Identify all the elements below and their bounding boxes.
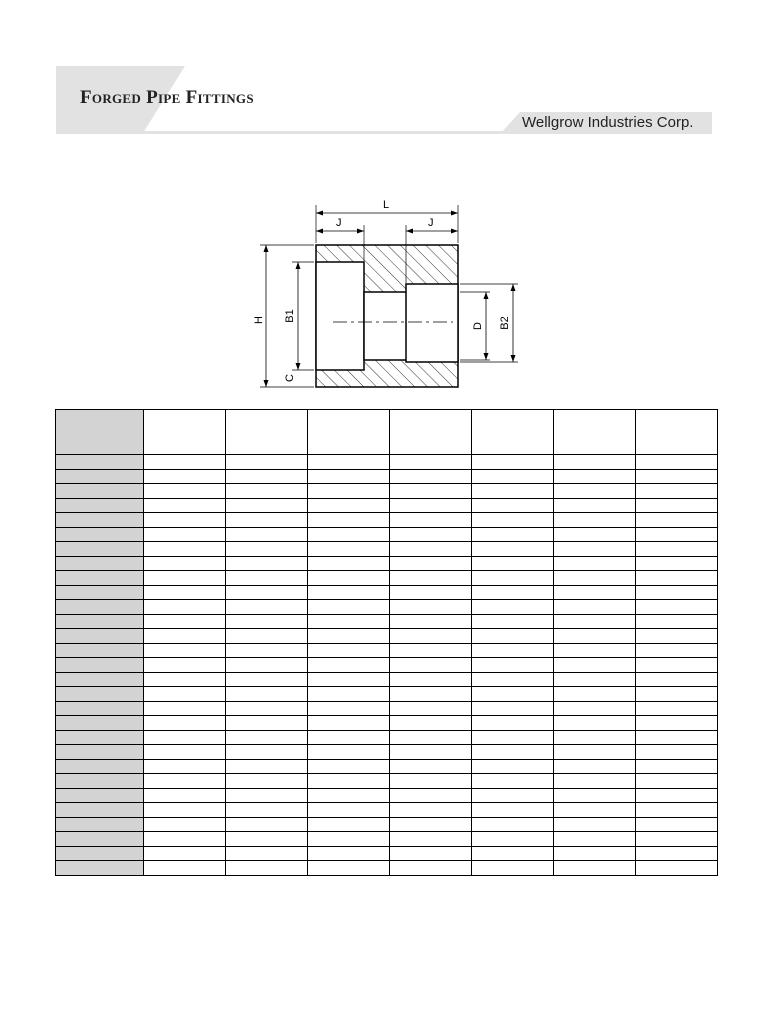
table-cell [472, 527, 554, 542]
table-cell [308, 600, 390, 615]
table-cell [308, 701, 390, 716]
table-cell [226, 803, 308, 818]
table-cell [56, 542, 144, 557]
table-cell [56, 745, 144, 760]
table-header-cell [144, 410, 226, 455]
table-cell [554, 861, 636, 876]
table-cell [56, 455, 144, 470]
table-cell [636, 484, 718, 499]
table-cell [390, 614, 472, 629]
table-cell [144, 803, 226, 818]
table-cell [144, 600, 226, 615]
table-cell [308, 774, 390, 789]
table-cell [390, 861, 472, 876]
table-row [56, 455, 718, 470]
table-cell [636, 629, 718, 644]
dim-label-L: L [383, 199, 390, 211]
dim-label-H: H [253, 316, 265, 324]
table-cell [308, 614, 390, 629]
dim-label-B1: B1 [284, 309, 296, 323]
table-cell [390, 556, 472, 571]
table-cell [56, 701, 144, 716]
table-cell [308, 759, 390, 774]
table-cell [308, 513, 390, 528]
table-row [56, 730, 718, 745]
table-cell [554, 498, 636, 513]
table-cell [554, 658, 636, 673]
table-cell [472, 542, 554, 557]
table-row [56, 484, 718, 499]
table-cell [390, 643, 472, 658]
table-cell [636, 643, 718, 658]
table-cell [308, 803, 390, 818]
table-cell [554, 469, 636, 484]
table-cell [472, 455, 554, 470]
table-cell [56, 730, 144, 745]
table-cell [308, 788, 390, 803]
table-row [56, 469, 718, 484]
table-cell [554, 556, 636, 571]
table-cell [554, 571, 636, 586]
table-cell [144, 788, 226, 803]
table-cell [56, 788, 144, 803]
table-cell [308, 484, 390, 499]
page-header [0, 0, 768, 140]
table-cell [226, 861, 308, 876]
table-cell [56, 658, 144, 673]
table-row [56, 803, 718, 818]
table-cell [472, 556, 554, 571]
table-cell [144, 730, 226, 745]
table-body [56, 455, 718, 876]
table-header-cell [226, 410, 308, 455]
table-cell [554, 803, 636, 818]
table-cell [636, 513, 718, 528]
table-cell [226, 788, 308, 803]
table-cell [56, 498, 144, 513]
table-cell [472, 861, 554, 876]
table-cell [144, 469, 226, 484]
table-cell [226, 643, 308, 658]
table-cell [636, 527, 718, 542]
table-cell [636, 774, 718, 789]
table-cell [144, 817, 226, 832]
table-cell [390, 571, 472, 586]
table-cell [226, 672, 308, 687]
table-cell [554, 817, 636, 832]
table-row [56, 672, 718, 687]
table-cell [226, 774, 308, 789]
table-row [56, 788, 718, 803]
table-cell [390, 469, 472, 484]
table-row [56, 774, 718, 789]
table-cell [636, 600, 718, 615]
table-cell [144, 832, 226, 847]
table-cell [308, 672, 390, 687]
table-cell [472, 585, 554, 600]
table-cell [226, 745, 308, 760]
table-cell [636, 687, 718, 702]
table-cell [144, 774, 226, 789]
table-cell [144, 498, 226, 513]
table-cell [56, 614, 144, 629]
table-row [56, 701, 718, 716]
table-header-cell [554, 410, 636, 455]
table-cell [390, 774, 472, 789]
table-header-cell [56, 410, 144, 455]
table-cell [144, 643, 226, 658]
table-row [56, 498, 718, 513]
table-row [56, 513, 718, 528]
table-cell [472, 484, 554, 499]
table-cell [390, 687, 472, 702]
table-cell [554, 600, 636, 615]
table-cell [554, 542, 636, 557]
table-cell [144, 542, 226, 557]
table-cell [390, 527, 472, 542]
table-cell [308, 817, 390, 832]
table-cell [472, 745, 554, 760]
table-header-cell [308, 410, 390, 455]
table-cell [144, 527, 226, 542]
dim-label-J-right: J [428, 217, 434, 229]
table-cell [636, 658, 718, 673]
table-cell [554, 730, 636, 745]
dim-label-D: D [472, 322, 484, 330]
table-cell [636, 672, 718, 687]
table-cell [56, 687, 144, 702]
table-cell [472, 498, 554, 513]
table-cell [56, 484, 144, 499]
table-cell [226, 817, 308, 832]
table-cell [56, 600, 144, 615]
table-cell [390, 788, 472, 803]
table-cell [554, 846, 636, 861]
table-cell [56, 513, 144, 528]
table-cell [472, 716, 554, 731]
table-cell [226, 614, 308, 629]
table-cell [144, 687, 226, 702]
table-cell [226, 832, 308, 847]
table-cell [144, 513, 226, 528]
table-cell [144, 861, 226, 876]
table-cell [226, 701, 308, 716]
dim-label-B2: B2 [499, 316, 511, 330]
table-cell [226, 455, 308, 470]
table-cell [144, 614, 226, 629]
table-cell [390, 658, 472, 673]
table-cell [308, 716, 390, 731]
table-cell [554, 716, 636, 731]
table-cell [308, 542, 390, 557]
table-cell [226, 498, 308, 513]
table-cell [472, 629, 554, 644]
table-cell [636, 832, 718, 847]
table-cell [308, 846, 390, 861]
table-row [56, 585, 718, 600]
table-cell [472, 469, 554, 484]
table-cell [226, 571, 308, 586]
table-cell [636, 701, 718, 716]
table-header-cell [390, 410, 472, 455]
table-row [56, 643, 718, 658]
table-cell [144, 658, 226, 673]
right-bore [406, 284, 458, 362]
table-cell [390, 817, 472, 832]
table-row [56, 600, 718, 615]
table-cell [554, 832, 636, 847]
table-cell [390, 585, 472, 600]
table-row [56, 527, 718, 542]
table-cell [226, 716, 308, 731]
table-row [56, 687, 718, 702]
table-cell [308, 745, 390, 760]
table-cell [636, 469, 718, 484]
table-cell [226, 469, 308, 484]
table-cell [636, 571, 718, 586]
table-cell [472, 658, 554, 673]
table-row [56, 817, 718, 832]
table-cell [56, 629, 144, 644]
table-cell [226, 556, 308, 571]
table-cell [308, 832, 390, 847]
table-cell [472, 672, 554, 687]
table-cell [56, 469, 144, 484]
table-cell [226, 585, 308, 600]
table-cell [636, 498, 718, 513]
table-cell [390, 629, 472, 644]
table-cell [636, 803, 718, 818]
table-cell [472, 571, 554, 586]
table-row [56, 629, 718, 644]
table-cell [636, 788, 718, 803]
table-header-cell [472, 410, 554, 455]
table-cell [308, 455, 390, 470]
dimension-table [55, 409, 718, 876]
table-cell [308, 861, 390, 876]
table-cell [308, 469, 390, 484]
table-cell [472, 643, 554, 658]
fitting-diagram [248, 195, 538, 395]
table-cell [390, 513, 472, 528]
table-cell [144, 701, 226, 716]
table-cell [390, 455, 472, 470]
table-cell [308, 556, 390, 571]
table-row [56, 542, 718, 557]
page-title: Forged Pipe Fittings [80, 87, 254, 108]
company-name: Wellgrow Industries Corp. [522, 114, 694, 131]
table-cell [308, 498, 390, 513]
table-cell [636, 542, 718, 557]
table-cell [554, 629, 636, 644]
table-header-cell [636, 410, 718, 455]
table-cell [226, 730, 308, 745]
table-cell [636, 817, 718, 832]
table-cell [56, 774, 144, 789]
table-cell [144, 846, 226, 861]
table-cell [554, 455, 636, 470]
table-cell [144, 629, 226, 644]
table-cell [390, 730, 472, 745]
table-cell [554, 643, 636, 658]
table-cell [56, 716, 144, 731]
table-cell [144, 716, 226, 731]
center-bore [364, 292, 408, 360]
table-cell [472, 817, 554, 832]
table-cell [554, 484, 636, 499]
table-cell [56, 817, 144, 832]
table-cell [472, 687, 554, 702]
table-cell [226, 687, 308, 702]
table-cell [472, 803, 554, 818]
table-cell [226, 513, 308, 528]
table-cell [144, 556, 226, 571]
table-cell [144, 745, 226, 760]
table-cell [226, 846, 308, 861]
table-cell [390, 803, 472, 818]
table-cell [226, 658, 308, 673]
table-cell [308, 571, 390, 586]
table-cell [554, 745, 636, 760]
table-row [56, 716, 718, 731]
table-cell [56, 759, 144, 774]
table-row [56, 556, 718, 571]
table-cell [636, 861, 718, 876]
table-row [56, 759, 718, 774]
table-cell [144, 759, 226, 774]
table-row [56, 658, 718, 673]
table-cell [308, 643, 390, 658]
dim-label-C: C [284, 374, 296, 382]
table-cell [472, 513, 554, 528]
table-cell [226, 629, 308, 644]
table-row [56, 614, 718, 629]
table-cell [308, 730, 390, 745]
table-cell [56, 585, 144, 600]
table-cell [308, 687, 390, 702]
left-bore [316, 262, 364, 370]
table-cell [390, 846, 472, 861]
table-cell [390, 701, 472, 716]
table-cell [636, 846, 718, 861]
table-cell [390, 716, 472, 731]
table-row [56, 846, 718, 861]
table-cell [226, 600, 308, 615]
table-cell [554, 701, 636, 716]
table-cell [472, 701, 554, 716]
table-cell [144, 484, 226, 499]
table-cell [390, 832, 472, 847]
table-cell [226, 527, 308, 542]
table-cell [56, 571, 144, 586]
table-cell [390, 672, 472, 687]
table-cell [56, 643, 144, 658]
table-cell [390, 745, 472, 760]
table-cell [56, 672, 144, 687]
table-cell [472, 788, 554, 803]
table-cell [554, 687, 636, 702]
table-cell [390, 600, 472, 615]
table-cell [308, 658, 390, 673]
table-cell [144, 672, 226, 687]
table-cell [636, 585, 718, 600]
table-cell [554, 585, 636, 600]
table-header-row [56, 410, 718, 455]
table-cell [472, 846, 554, 861]
table-cell [390, 542, 472, 557]
table-cell [472, 832, 554, 847]
table-cell [56, 861, 144, 876]
table-cell [472, 614, 554, 629]
table-cell [472, 759, 554, 774]
table-cell [308, 527, 390, 542]
table-cell [308, 629, 390, 644]
table-cell [390, 484, 472, 499]
table-cell [554, 672, 636, 687]
table-cell [554, 614, 636, 629]
table-cell [390, 498, 472, 513]
table-cell [56, 846, 144, 861]
table-cell [472, 774, 554, 789]
table-cell [144, 571, 226, 586]
table-cell [56, 832, 144, 847]
table-cell [472, 600, 554, 615]
table-cell [226, 542, 308, 557]
table-cell [144, 585, 226, 600]
table-cell [472, 730, 554, 745]
table-cell [56, 803, 144, 818]
table-cell [554, 774, 636, 789]
table-cell [636, 745, 718, 760]
table-cell [636, 455, 718, 470]
table-cell [554, 513, 636, 528]
table-cell [308, 585, 390, 600]
table-row [56, 861, 718, 876]
table-cell [554, 759, 636, 774]
table-row [56, 832, 718, 847]
table-cell [390, 759, 472, 774]
table-cell [144, 455, 226, 470]
table-cell [56, 556, 144, 571]
table-cell [636, 556, 718, 571]
table-cell [56, 527, 144, 542]
table-cell [636, 759, 718, 774]
table-row [56, 571, 718, 586]
dim-label-J-left: J [336, 217, 342, 229]
table-cell [636, 730, 718, 745]
table-cell [226, 484, 308, 499]
table-row [56, 745, 718, 760]
table-cell [636, 614, 718, 629]
table-cell [636, 716, 718, 731]
table-cell [554, 788, 636, 803]
table-cell [554, 527, 636, 542]
table-cell [226, 759, 308, 774]
